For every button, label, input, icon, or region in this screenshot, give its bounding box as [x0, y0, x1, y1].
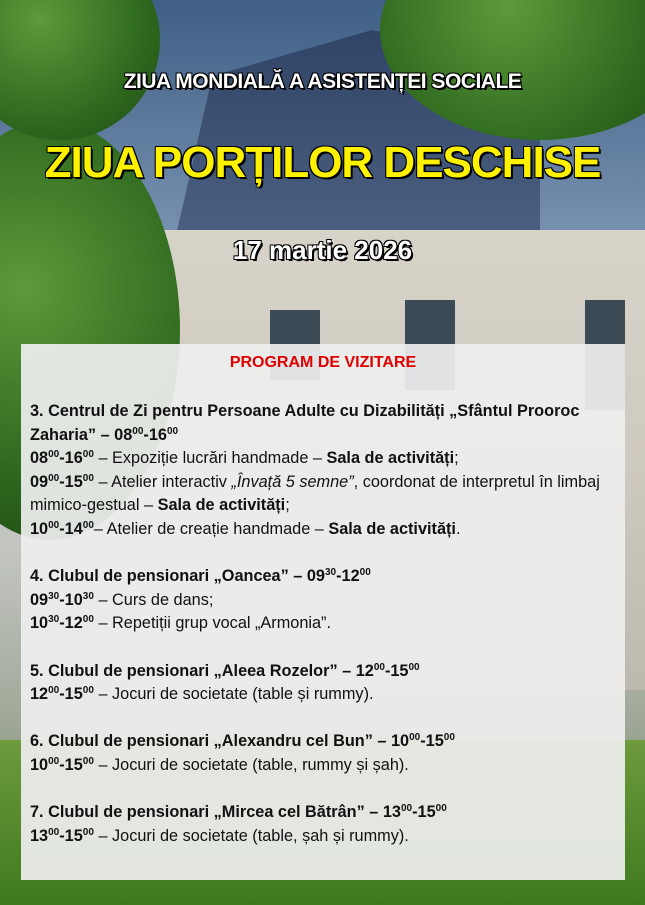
schedule-line: $09^{00}-15^{00}$ – Atelier interactiv „Învață 5 semne”, coordonat de interpretul în limbaj mimico-gestual – Sala de activități; — [30, 472, 600, 515]
section-heading: 5. Clubul de pensionari „Aleea Rozelor” – $12^{00}-15^{00}$ — [30, 661, 420, 680]
event-title: ZIUA PORȚILOR DESCHISE — [44, 138, 601, 187]
schedule-line: $12^{00}-15^{00}$ – Jocuri de societate (table și rummy). — [30, 685, 374, 704]
program-panel — [21, 344, 625, 880]
program-content — [30, 400, 620, 872]
schedule-line: $10^{00}-15^{00}$ – Jocuri de societate (table, rummy și șah). — [30, 755, 409, 774]
section-heading: 4. Clubul de pensionari „Oancea” – $09^{30}-12^{00}$ — [30, 567, 371, 586]
program-section-7 — [30, 801, 620, 848]
section-heading: 6. Clubul de pensionari „Alexandru cel Bun” – $10^{00}-15^{00}$ — [30, 732, 455, 751]
event-heading: ZIUA MONDIALĂ A ASISTENȚEI SOCIALE — [123, 70, 522, 93]
event-date: 17 martie 2026 — [232, 235, 413, 265]
schedule-line: $10^{30}-12^{00}$ – Repetiții grup vocal „Armonia”. — [30, 614, 332, 633]
schedule-line: $13^{00}-15^{00}$ – Jocuri de societate (table, șah și rummy). — [30, 826, 409, 845]
section-heading: 3. Centrul de Zi pentru Persoane Adulte cu Dizabilități „Sfântul Prooroc Zaharia” – $08^{00}-16^{00}$ — [30, 402, 580, 444]
program-section-6 — [30, 730, 620, 777]
schedule-line: $09^{30}-10^{30}$ – Curs de dans; — [30, 590, 214, 609]
program-section-5 — [30, 660, 620, 707]
schedule-line: $08^{00}-16^{00}$ – Expoziție lucrări handmade – Sala de activități; — [30, 449, 459, 468]
section-heading: 7. Clubul de pensionari „Mircea cel Bătrân” – $13^{00}-15^{00}$ — [30, 803, 447, 822]
program-section-4 — [30, 565, 620, 636]
program-section-3 — [30, 400, 620, 542]
program-title: PROGRAM DE VIZITARE — [229, 354, 417, 371]
schedule-line: $10^{00}-14^{00}-$ Atelier de creație handmade – Sala de activități. — [30, 519, 461, 538]
